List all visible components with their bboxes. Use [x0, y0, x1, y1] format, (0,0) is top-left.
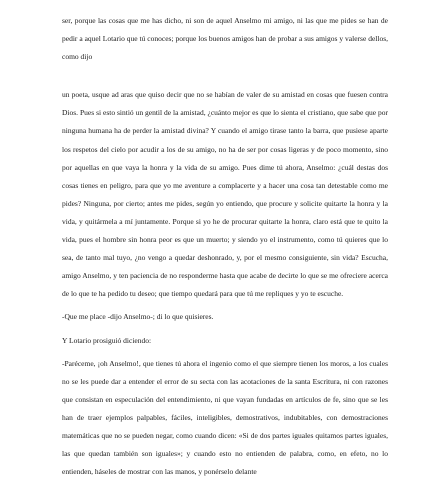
paragraph-1: ser, porque las cosas que me has dicho, ni son de aquel Anselmo mi amigo, ni las que me pides se han de pedir a aquel Lotario que tú conoces; porque los buenos amigos han de probar a sus amigos y valerse dellos, como dijo: [62, 16, 388, 62]
paragraph-2: un poeta, usque ad aras que quiso decir que no se habían de valer de su amistad en cosas que fuesen contra Dios. Pues si esto sintió un gentil de la amistad, ¿cuánto mejor es que lo sienta el cristiano, que sabe que por ninguna humana ha de perder la amistad divina? Y cuando el amigo tirase tanto la barra, que pusiese aparte los respetos del cielo por acudir a los de su amigo, no ha de ser por cosas ligeras y de poco momento, sino por aquellas en que vaya la honra y la vida de su amigo. Pues dime tú ahora, Anselmo: ¿cuál destas dos cosas tienes en peligro, para que yo me aventure a complacerte y a hacer una cosa tan detestable como me pides? Ninguna, por cierto; antes me pides, según yo entiendo, que procure y solicite quitarte la honra y la vida, y quitármela a mí juntamente. Porque si yo he de procurar quitarte la honra, claro está que te quito la vida, pues el hombre sin honra peor es que un muerto; y siendo yo el instrumento, como tú quieres que lo sea, de tanto mal tuyo, ¿no vengo a quedar deshonrado, y, por el mesmo consiguiente, sin vida? Escucha, amigo Anselmo, y ten paciencia de no responderme hasta que acabe de decirte lo que se me ofreciere acerca de lo que te ha pedido tu deseo; que tiempo quedará para que tú me repliques y yo te escuche.: [62, 90, 388, 299]
paragraph-5: -Paréceme, ¡oh Anselmo!, que tienes tú ahora el ingenio como el que siempre tienen los moros, a los cuales no se les puede dar a entender el error de su secta con las acotaciones de la santa Escritura, ni con razones que consistan en especulación del entendimiento, ni que vayan fundadas en artículos de fe, sino que se les han de traer ejemplos palpables, fáciles, inteligibles, demostrativos, indubitables, con demostraciones matemáticas que no se pueden negar, como cuando dicen: «Si de dos partes iguales quitamos partes iguales, las que quedan también son iguales»; y cuando esto no entienden de palabra, como, en efeto, no lo entienden, háseles de mostrar con las manos, y ponérselo delante: [62, 358, 388, 477]
document-page: [62, 12, 388, 481]
paragraph-4: Y Lotario prosiguió diciendo:: [62, 335, 152, 345]
paragraph-gap: [62, 66, 388, 86]
paragraph-3: -Que me place -dijo Anselmo-; di lo que quisieres.: [62, 312, 214, 322]
